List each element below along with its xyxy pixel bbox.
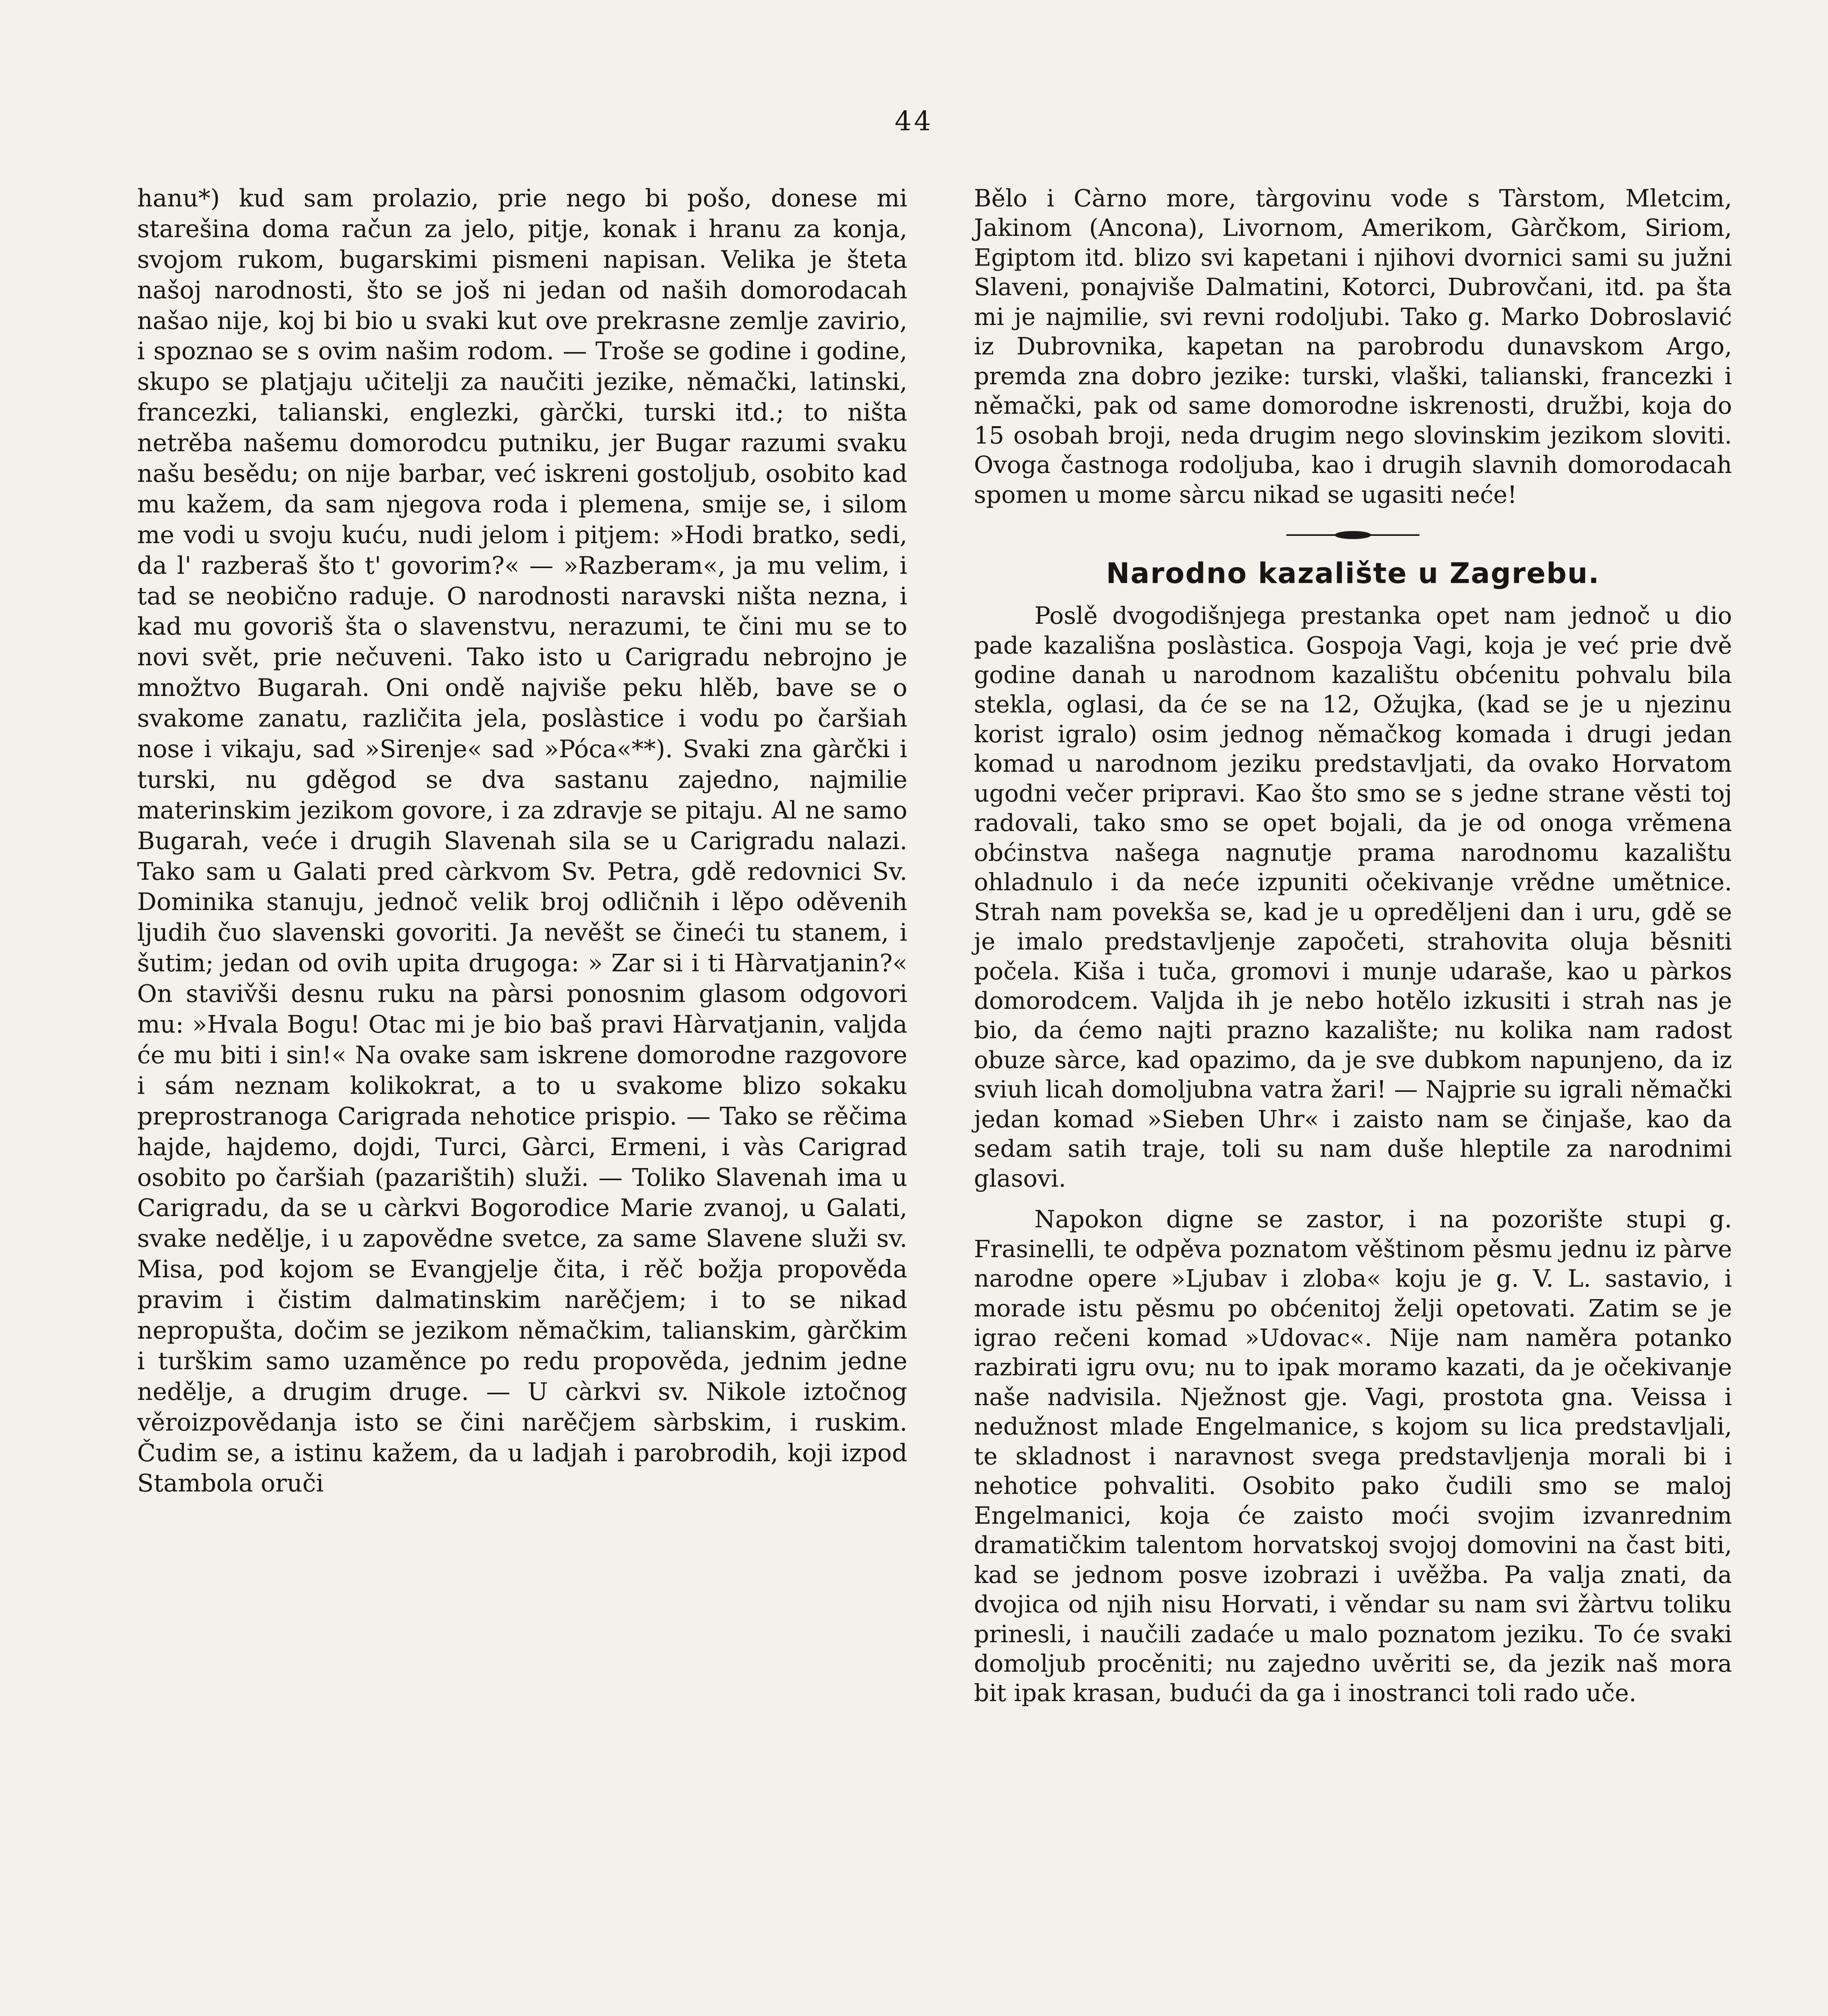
left-column-text: hanu*) kud sam prolazio, prie nego bi pošo, donese mi starešina doma račun za jelo, pitje, konak i hranu za konja, svojom rukom, bugarskimi pismeni napisan. Velika je šteta našoj narodnosti, što se još ni jedan od naših domorodacah našao nije, koj bi bio u svaki kut ove prekrasne zemlje zavirio, i spoznao se s ovim našim rodom. — Troše se godine i godine, skupo se platjaju učitelji za naučiti jezike, němački, latinski, francezki, talianski, englezki, gàrčki, turski itd.; to ništa netrěba našemu domorodcu putniku, jer Bugar razumi svaku našu besědu; on nije barbar, već iskreni gostoljub, osobito kad mu kažem, da sam njegova roda i plemena, smije se, i silom me vodi u svoju kuću, nudi jelom i pitjem: »Hodi bratko, sedi, da l' razberaš što t' govorim?« — »Razberam«, ja mu velim, i tad se neobično raduje. O narodnosti naravski ništa nezna, i kad mu govoriš šta o slavenstvu, nerazumi, te čini mu se to novi svět, prie nečuveni. Tako isto u Carigradu nebrojno je množtvo Bugarah. Oni ondě najviše peku hlěb, bave se o svakome zanatu, različita jela, poslàstice i vodu po čaršiah nose i vikaju, sad »Sirenje« sad »Póca«**). Svaki zna gàrčki i turski, nu gděgod se dva sastanu zajedno, najmilie materinskim jezikom govore, i za zdravje se pitaju. Al ne samo Bugarah, veće i drugih Slavenah sila se u Carigradu nalazi. Tako sam u Galati pred càrkvom Sv. Petra, gdě redovnici Sv. Dominika stanuju, jednoč velik broj odličnih i lěpo oděvenih ljudih čuo slavenski govoriti. Ja nevěšt se čineći tu stanem, i šutim; jedan od ovih upita drugoga: » Zar si i ti Hàrvatjanin?« On staviv̌ši desnu ruku na pàrsi ponosnim glasom odgovori mu: »Hvala Bogu! Otac mi je bio baš pravi Hàrvatjanin, valjda će mu biti i sin!« Na ovake sam iskrene domorodne razgovore i sám neznam kolikokrat, a to u svakome blizo sokaku preprostranoga Carigrada nehotice prispio. — Tako se rěčima hajde, hajdemo, dojdi, Turci, Gàrci, Ermeni, i vàs Carigrad osobito po čaršiah (pazarištih) služi. — Toliko Slavenah ima u Carigradu, da se u càrkvi Bogorodice Marie zvanoj, u Galati, svake nedělje, i u zapovědne svetce, za same Slavene služi sv. Misa, pod kojom se Evangjelje čita, i rěč božja propověda pravim i čistim dalmatinskim narěčjem; i to se nikad nepropušta, dočim se jezikom němačkim, talianskim, gàrčkim i turškim samo uzaměnce po redu propověda, jednim jedne nedělje, a drugim druge. — U càrkvi sv. Nikole iztočnog věroizpovědanja isto se čini narěčjem sàrbskim, i ruskim. Čudim se, a istinu kažem, da u ladjah i parobrodih, koji izpod Stambola oruči <box>137 184 907 1498</box>
right-column <box>974 183 1732 1708</box>
right-column-continued-text: Bělo i Càrno more, tàrgovinu vode s Tàrstom, Mletcim, Jakinom (Ancona), Livornom, Amerikom, Gàrčkom, Siriom, Egiptom itd. blizo svi kapetani i njihovi dvornici sami su južni Slaveni, ponajviše Dalmatini, Kotorci, Dubrovčani, itd. pa šta mi je najmilie, svi revni rodoljubi. Tako g. Marko Dobroslavić iz Dubrovnika, kapetan na parobrodu dunavskom Argo, premda zna dobro jezike: turski, vlaški, talianski, francezki i němački, pak od same domorodne iskrenosti, družbi, koja do 15 osobah broji, neda drugim nego slovinskim jezikom sloviti. Ovoga častnoga rodoljuba, kao i drugih slavnih domorodacah spomen u mome sàrcu nikad se ugasiti neće! <box>974 184 1732 508</box>
page-number: 44 <box>894 106 934 137</box>
article-paragraph-1: Poslě dvogodišnjega prestanka opet nam jednoč u dio pade kazališna poslàstica. Gospoja Vagi, koja je već prie dvě godine danah u narodnom kazalištu obćenitu pohvalu bila stekla, oglasi, da će se na 12, Ožujka, (kad se je u njezinu korist igralo) osim jednog němačkog komada i drugi jedan komad u narodnom jeziku predstavljati, da ovako Horvatom ugodni večer pripravi. Kao što smo se s jedne strane věsti toj radovali, tako smo se opet bojali, da je od onoga vrěmena obćinstva našega nagnutje prama narodnomu kazalištu ohladnulo i da neće izpuniti očekivanje vrědne umětnice. Strah nam povekša se, kad je u opreděljeni dan i uru, gdě se je imalo predstavljenje započeti, strahovita oluja běsniti počela. Kiša i tuča, gromovi i munje udaraše, kao u pàrkos domorodcem. Valjda ih je nebo hotělo izkusiti i strah nas je bio, da ćemo najti prazno kazalište; nu kolika nam radost obuze sàrce, kad opazimo, da je sve dubkom napunjeno, da iz sviuh licah domoljubna vatra žari! — Najprie su igrali němački jedan komad »Sieben Uhr« i zaisto nam se činjaše, kao da sedam satih traje, toli su nam duše hleptile za narodnimi glasovi. <box>974 602 1732 1192</box>
section-heading: Narodno kazalište u Zagrebu. <box>1106 556 1600 590</box>
ornamental-separator <box>1286 529 1419 540</box>
article-paragraph-2: Napokon digne se zastor, i na pozorište stupi g. Frasinelli, te odpěva poznatom věštinom pěsmu jednu iz pàrve narodne opere »Ljubav i zloba« koju je g. V. L. sastavio, i morade istu pěsmu po obćenitoj želji opetovati. Zatim se je igrao rečeni komad »Udovac«. Nije nam naměra potanko razbirati igru ovu; nu to ipak moramo kazati, da je očekivanje naše nadvisila. Nježnost gje. Vagi, prostota gna. Veissa i nedužnost mlade Engelmanice, s kojom su lica predstavljali, te skladnost i naravnost svega predstavljenja morali bi i nehotice pohvaliti. Osobito pako čudili smo se maloj Engelmanici, koja će zaisto moći svojim izvanrednim dramatičkim talentom horvatskoj svojoj domovini na čast biti, kad se jednom posve izobrazi i uvěžba. Pa valja znati, da dvojica od njih nisu Horvati, i věndar su nam svi žàrtvu toliku prinesli, i naučili zadaće u malo poznatom jeziku. To će svaki domoljub procěniti; nu zajedno uvěriti se, da jezik naš mora bit ipak krasan, budući da ga i inostranci toli rado uče. <box>974 1205 1732 1707</box>
left-column <box>137 183 907 1499</box>
